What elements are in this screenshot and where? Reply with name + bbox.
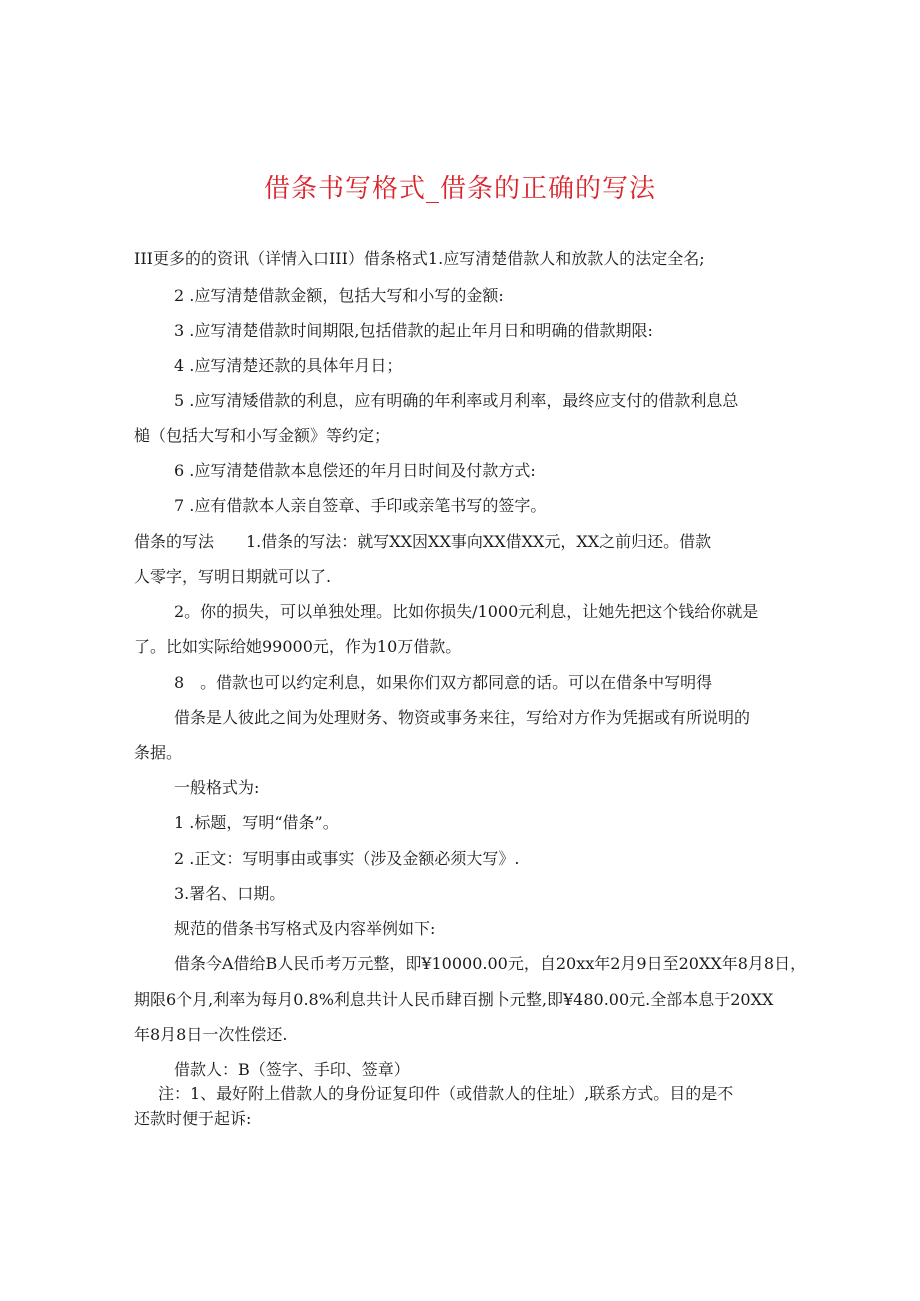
document-title: 借条书写格式_借条的正确的写法 xyxy=(263,174,656,204)
paragraph-interest: 8 。借款也可以约定利息，如果你们双方都同意的话。可以在借条中写明得 xyxy=(174,673,713,692)
list-item-4: 4 .应写清楚还款的具体年月日； xyxy=(174,356,403,375)
paragraph-definition: 借条是人彼此之间为处理财务、物资或事务来往，写给对方作为凭据或有所说明的 xyxy=(174,708,751,727)
list-item-2: 2 .应写清楚借款金额，包括大写和小写的金额: xyxy=(174,286,504,305)
example-text-cont: 期限6个月,利率为每月0.8%利息共计人民币肆百捌卜元整,即¥480.00元.全部本息于20XX xyxy=(134,990,774,1009)
format-item-3: 3.署名、口期。 xyxy=(174,884,286,903)
list-item-5-cont: 槌（包括大写和小写金额》等约定； xyxy=(134,426,391,445)
paragraph-loss: 2。你的损失，可以单独处理。比如你损失/1000元利息，让她先把这个钱给你就是 xyxy=(174,602,759,621)
section-writing-method: 借条的写法 1.借条的写法：就写XX因XX事向XX借XX元，XX之前归还。借款 xyxy=(134,532,712,551)
format-heading: 一般格式为: xyxy=(174,778,260,797)
example-heading: 规范的借条书写格式及内容举例如下: xyxy=(174,919,436,938)
note-text: 注：1、最好附上借款人的身份证复印件（或借款人的住址）,联系方式。目的是不 xyxy=(158,1084,734,1103)
example-text-cont2: 年8月8日一次性偿还. xyxy=(134,1025,288,1044)
example-text: 借条今A借给B人民币考万元整，即¥10000.00元，自20xx年2月9日至20XX年8月8日， xyxy=(174,954,807,973)
list-item-7: 7 .应有借款本人亲自签章、手印或亲笔书写的签字。 xyxy=(174,496,547,515)
list-item-5: 5 .应写清矮借款的利息，应有明确的年利率或月利率，最终应支付的借款利息总 xyxy=(174,391,739,410)
list-item-6: 6 .应写清楚借款本息偿还的年月日时间及付款方式: xyxy=(174,461,536,480)
format-item-1: 1 .标题，写明“借条”。 xyxy=(174,813,339,832)
paragraph-definition-cont: 条据。 xyxy=(134,743,183,762)
format-item-2: 2 .正文：写明事由或事实（涉及金额必须大写》. xyxy=(174,849,520,868)
paragraph-loss-cont: 了。比如实际给她99000元，作为10万借款。 xyxy=(134,637,462,656)
borrower-signature: 借款人：B（签字、手印、签章） xyxy=(174,1060,410,1079)
note-text-cont: 还款时便于起诉: xyxy=(134,1109,252,1128)
paragraph-intro: III更多的的资讯（详情入口III）借条格式1.应写清楚借款人和放款人的法定全名; xyxy=(134,249,705,268)
list-item-3: 3 .应写清楚借款时间期限,包括借款的起止年月日和明确的借款期限: xyxy=(174,321,653,340)
section-writing-method-cont: 人零字，写明日期就可以了. xyxy=(134,567,332,586)
